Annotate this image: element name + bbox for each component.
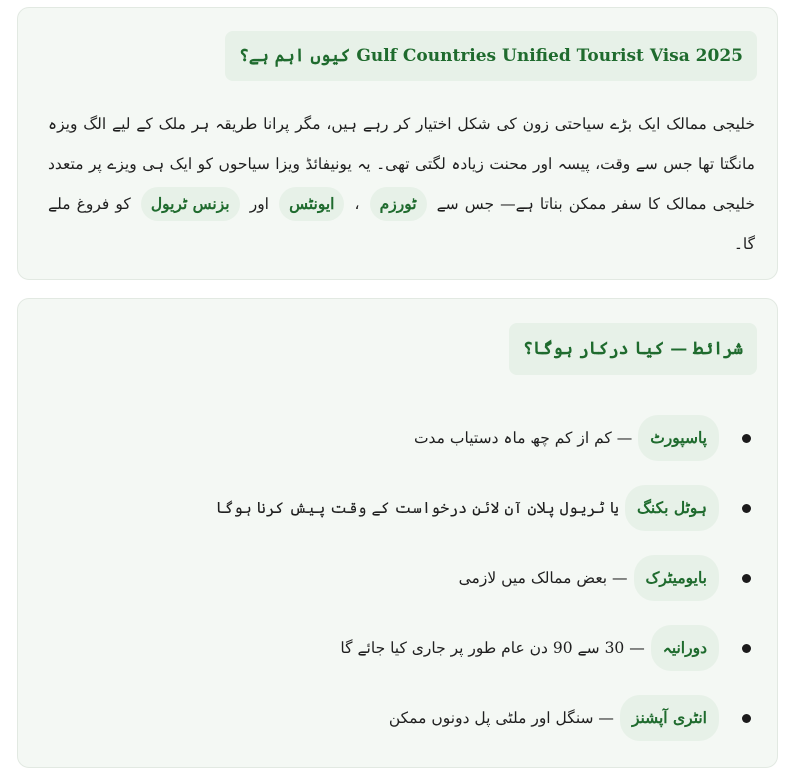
item-label: ہوٹل بکنگ [625,485,719,531]
item-text: یا ٹریول پلان آن لائن درخواست کے وقت پیش کرنا ہوگا [215,499,620,517]
why-important-card [17,7,778,280]
bullet-icon [742,644,751,653]
tag-events: ایونٹس [279,187,344,221]
section-heading: شرائط — کیا درکار ہوگا؟ [509,323,757,375]
list-item [38,691,765,761]
list-item [38,481,765,551]
tag-tourism: ٹورزم [370,187,427,221]
list-item [38,551,765,621]
list-item [38,621,765,691]
intro-paragraph [48,104,755,264]
separator-comma: ، [354,195,360,213]
bullet-icon [742,714,751,723]
item-text: — 30 سے 90 دن عام طور پر جاری کیا جائے گا [340,639,645,657]
item-text: — سنگل اور ملٹی پل دونوں ممکن [388,709,614,727]
item-label: پاسپورٹ [638,415,719,461]
item-label: بایومیٹرک [634,555,719,601]
bullet-icon [742,504,751,513]
list-item [38,411,765,481]
paragraph-text: خلیجی ممالک ایک بڑے سیاحتی زون کی شکل اختیار کر رہے ہیں، مگر پرانا طریقہ ہر ملک کے لیے الگ ویزہ مانگتا تھا جس سے وقت، پیسہ اور محنت زیادہ لگتی تھی۔ یہ یونیفائڈ ویزا سیاحوں کو ایک ہی ویزے پر متعدد خلیجی ممالک کا سفر ممکن بناتا ہے— جس سے [48,115,755,213]
tag-business-travel: بزنس ٹریول [141,187,240,221]
requirements-list [38,411,765,761]
bullet-icon [742,574,751,583]
separator-and: اور [249,195,269,213]
bullet-icon [742,434,751,443]
item-label: دورانیہ [651,625,719,671]
item-text: — کم از کم چھ ماہ دستیاب مدت [413,429,633,447]
requirements-card [17,298,778,768]
item-label: انٹری آپشنز [620,695,719,741]
section-heading: Gulf Countries Unified Tourist Visa 2025 کیوں اہم ہے؟ [225,31,757,81]
item-text: — بعض ممالک میں لازمی [458,569,628,587]
paragraph-text-end: کو فروغ ملے گا۔ [48,195,755,253]
